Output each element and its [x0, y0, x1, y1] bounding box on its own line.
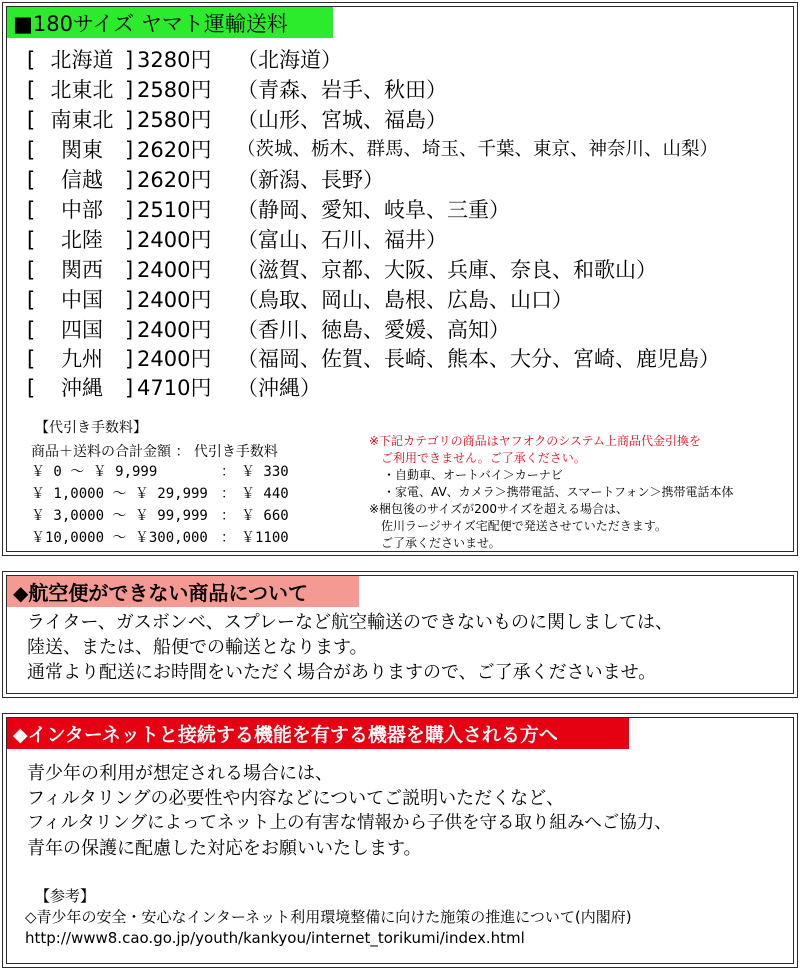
region-prefectures: （滋賀、京都、大阪、兵庫、奈良、和歌山） — [237, 258, 657, 282]
bracket-open: [ — [27, 168, 36, 192]
amount-range: ￥10,0000 ～ ￥300,000 — [31, 530, 208, 546]
bracket-close: ] — [125, 288, 134, 312]
region-prefectures: （静岡、愛知、岐阜、三重） — [237, 198, 510, 222]
separator: ： — [221, 464, 235, 480]
region-prefectures: （鳥取、岡山、島根、広島、山口） — [237, 288, 573, 312]
region-name: 信越 — [61, 168, 103, 192]
region-name: 関東 — [61, 138, 103, 162]
region-name: 南東北 — [50, 108, 114, 132]
region-prefectures: （沖縄） — [237, 376, 321, 400]
region-price: 3280円 — [137, 48, 212, 72]
region-prefectures: （山形、宮城、福島） — [237, 108, 447, 132]
bracket-open: [ — [27, 258, 36, 282]
region-price: 4710円 — [137, 376, 212, 400]
region-price: 2400円 — [137, 288, 212, 312]
region-prefectures: （富山、石川、福井） — [237, 228, 447, 252]
separator: ： — [221, 486, 235, 502]
category-item: ・家電、AV、カメラ＞携帯電話、スマートフォン＞携帯電話本体 — [383, 485, 734, 499]
amount-range: ￥ 1,0000 ～ ￥ 29,999 — [31, 486, 208, 502]
air-shipping-header: ◆航空便ができない商品について — [7, 576, 359, 607]
region-prefectures: （新潟、長野） — [237, 168, 384, 192]
region-price: 2400円 — [137, 228, 212, 252]
bracket-close: ] — [125, 198, 134, 222]
region-name: 沖縄 — [61, 376, 103, 400]
bracket-open: [ — [27, 78, 36, 102]
bracket-open: [ — [27, 108, 36, 132]
region-price: 2400円 — [137, 347, 212, 371]
cod-fee: ￥ 660 — [241, 508, 289, 524]
shipping-header: ■180サイズ ヤマト運輸送料 — [7, 7, 333, 38]
internet-device-header: ◆インターネットと接続する機能を有する機器を購入される方へ — [7, 718, 629, 749]
bracket-close: ] — [125, 48, 134, 72]
cod-unavailable-note-2: ご利用できません。ご了承ください。 — [381, 451, 586, 465]
bracket-open: [ — [27, 347, 36, 371]
region-prefectures: （茨城、栃木、群馬、埼玉、千葉、東京、神奈川、山梨） — [237, 139, 719, 160]
separator: ： — [221, 530, 235, 546]
air-shipping-text: ライター、ガスボンベ、スプレーなど航空輸送のできないものに関しましては、 — [27, 612, 674, 633]
bracket-close: ] — [125, 347, 134, 371]
amount-range: ￥ 3,0000 ～ ￥ 99,999 — [31, 508, 208, 524]
region-name: 九州 — [61, 347, 103, 371]
bracket-close: ] — [125, 78, 134, 102]
cod-fee: ￥ 330 — [241, 464, 289, 480]
bracket-close: ] — [125, 138, 134, 162]
bracket-close: ] — [125, 168, 134, 192]
reference-text: ◇青少年の安全・安心なインターネット利用環境整備に向けた施策の推進について(内閣府) — [25, 908, 632, 926]
cod-fee-title: 【代引き手数料】 — [35, 420, 147, 436]
reference-link[interactable]: http://www8.cao.go.jp/youth/kankyou/internet_torikumi/index.html — [25, 929, 525, 947]
region-name: 四国 — [61, 318, 103, 342]
bracket-open: [ — [27, 288, 36, 312]
bracket-close: ] — [125, 376, 134, 400]
cod-unavailable-note: ※下記カテゴリの商品はヤフオクのシステム上商品代金引換を — [369, 434, 702, 448]
air-shipping-panel — [2, 571, 798, 698]
air-shipping-text: 陸送、または、船便での輸送となります。 — [27, 637, 368, 658]
filtering-text: 青年の保護に配慮した対応をお願いいたします。 — [27, 838, 422, 859]
region-name: 北海道 — [50, 48, 114, 72]
region-name: 関西 — [61, 258, 103, 282]
shipping-rates-panel — [2, 2, 798, 556]
region-price: 2510円 — [137, 198, 212, 222]
bracket-close: ] — [125, 108, 134, 132]
category-item: ・自動車、オートバイ＞カーナビ — [383, 468, 563, 482]
region-price: 2580円 — [137, 108, 212, 132]
cod-fee: ￥ 440 — [241, 486, 289, 502]
amount-range: ￥ 0 ～ ￥ 9,999 — [31, 464, 158, 480]
filtering-text: 青少年の利用が想定される場合には、 — [27, 763, 333, 784]
bracket-open: [ — [27, 376, 36, 400]
bracket-close: ] — [125, 258, 134, 282]
region-prefectures: （福岡、佐賀、長崎、熊本、大分、宮崎、鹿児島） — [237, 347, 720, 371]
region-prefectures: （青森、岩手、秋田） — [237, 78, 447, 102]
region-price: 2400円 — [137, 258, 212, 282]
bracket-close: ] — [125, 318, 134, 342]
region-name: 中部 — [61, 198, 103, 222]
bracket-open: [ — [27, 228, 36, 252]
region-prefectures: （北海道） — [237, 48, 342, 72]
region-prefectures: （香川、徳島、愛媛、高知） — [237, 318, 510, 342]
region-price: 2620円 — [137, 138, 212, 162]
region-price: 2580円 — [137, 78, 212, 102]
region-price: 2400円 — [137, 318, 212, 342]
bracket-open: [ — [27, 318, 36, 342]
size-note: ※梱包後のサイズが200サイズを超える場合は、 — [369, 502, 629, 516]
air-shipping-text: 通常より配送にお時間をいただく場合がありますので、ご了承くださいませ。 — [27, 662, 657, 683]
region-name: 中国 — [61, 288, 103, 312]
bracket-open: [ — [27, 198, 36, 222]
internet-device-panel — [2, 713, 798, 968]
separator: ： — [221, 508, 235, 524]
bracket-open: [ — [27, 138, 36, 162]
filtering-text: フィルタリングによってネット上の有害な情報から子供を守る取り組みへご協力、 — [27, 813, 672, 833]
size-note-2: 佐川ラージサイズ宅配便で発送させていただきます。 — [381, 519, 667, 533]
cod-fee: ￥1100 — [241, 530, 289, 546]
filtering-text: フィルタリングの必要性や内容などについてご説明いただくなど、 — [27, 788, 565, 809]
cod-fee-header: 商品＋送料の合計金額 ： 代引き手数料 — [31, 444, 278, 460]
reference-title: 【参考】 — [35, 887, 96, 905]
region-name: 北陸 — [61, 228, 103, 252]
bracket-open: [ — [27, 48, 36, 72]
region-price: 2620円 — [137, 168, 212, 192]
region-name: 北東北 — [50, 78, 114, 102]
size-note-3: ご了承くださいませ。 — [381, 536, 501, 550]
bracket-close: ] — [125, 228, 134, 252]
